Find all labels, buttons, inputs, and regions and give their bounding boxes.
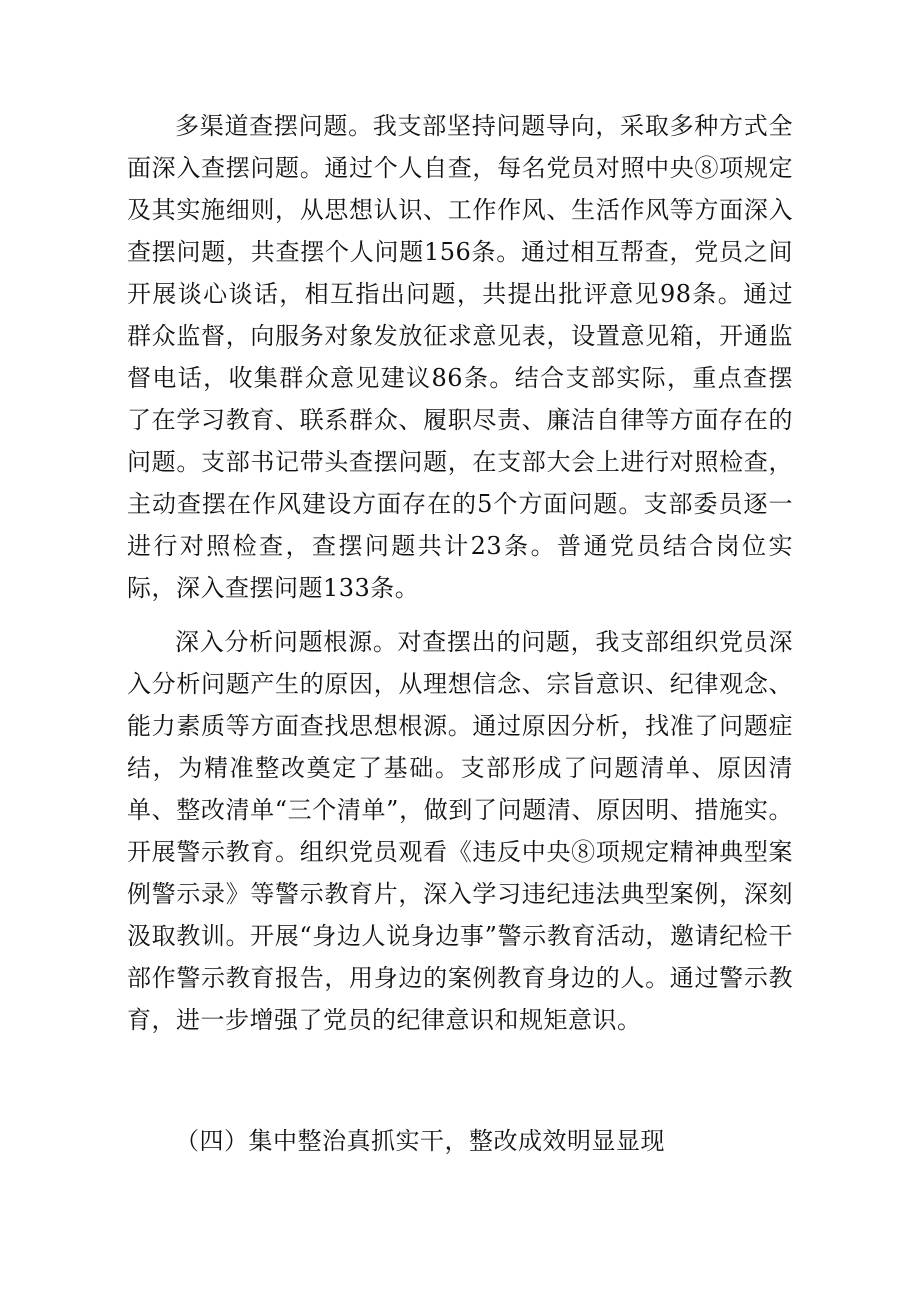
paragraph-text: 深入分析问题根源。对查摆出的问题，我支部组织党员深入分析问题产生的原因，从理想信念、宗旨意识、纪律观念、能力素质等方面查找思想根源。通过原因分析，找准了问题症结，为精准整改奠定了基础。支部形成了问题清单、原因清单、整改清单“三个清单”，做到了问题清、原因明、措施实。开展警示教育。组织党员观看《违反中央⑧项规定精神典型案例警示录》等警示教育片，深入学习违纪违法典型案例，深刻汲取教训。开展“身边人说身边事”警示教育活动，邀请纪检干部作警示教育报告，用身边的案例教育身边的人。通过警示教育，进一步增强了党员的纪律意识和规矩意识。 bbox=[127, 628, 793, 1034]
section-heading: （四）集中整治真抓实干，整改成效明显显现 bbox=[175, 1127, 665, 1155]
paragraph-text: 多渠道查摆问题。我支部坚持问题导向，采取多种方式全面深入查摆问题。通过个人自查，每名党员对照中央⑧项规定及其实施细则，从思想认识、工作作风、生活作风等方面深入查摆问题，共查摆个人问题156条。通过相互帮查，党员之间开展谈心谈话，相互指出问题，共提出批评意见98条。通过群众监督，向服务对象发放征求意见表，设置意见箱，开通监督电话，收集群众意见建议86条。结合支部实际，重点查摆了在学习教育、联系群众、履职尽责、廉洁自律等方面存在的问题。支部书记带头查摆问题，在支部大会上进行对照检查，主动查摆在作风建设方面存在的5个方面问题。支部委员逐一进行对照检查，查摆问题共计23条。普通党员结合岗位实际，深入查摆问题133条。 bbox=[127, 112, 793, 602]
paragraph-problem-finding bbox=[127, 105, 793, 609]
paragraph-root-cause-analysis bbox=[127, 621, 793, 1041]
